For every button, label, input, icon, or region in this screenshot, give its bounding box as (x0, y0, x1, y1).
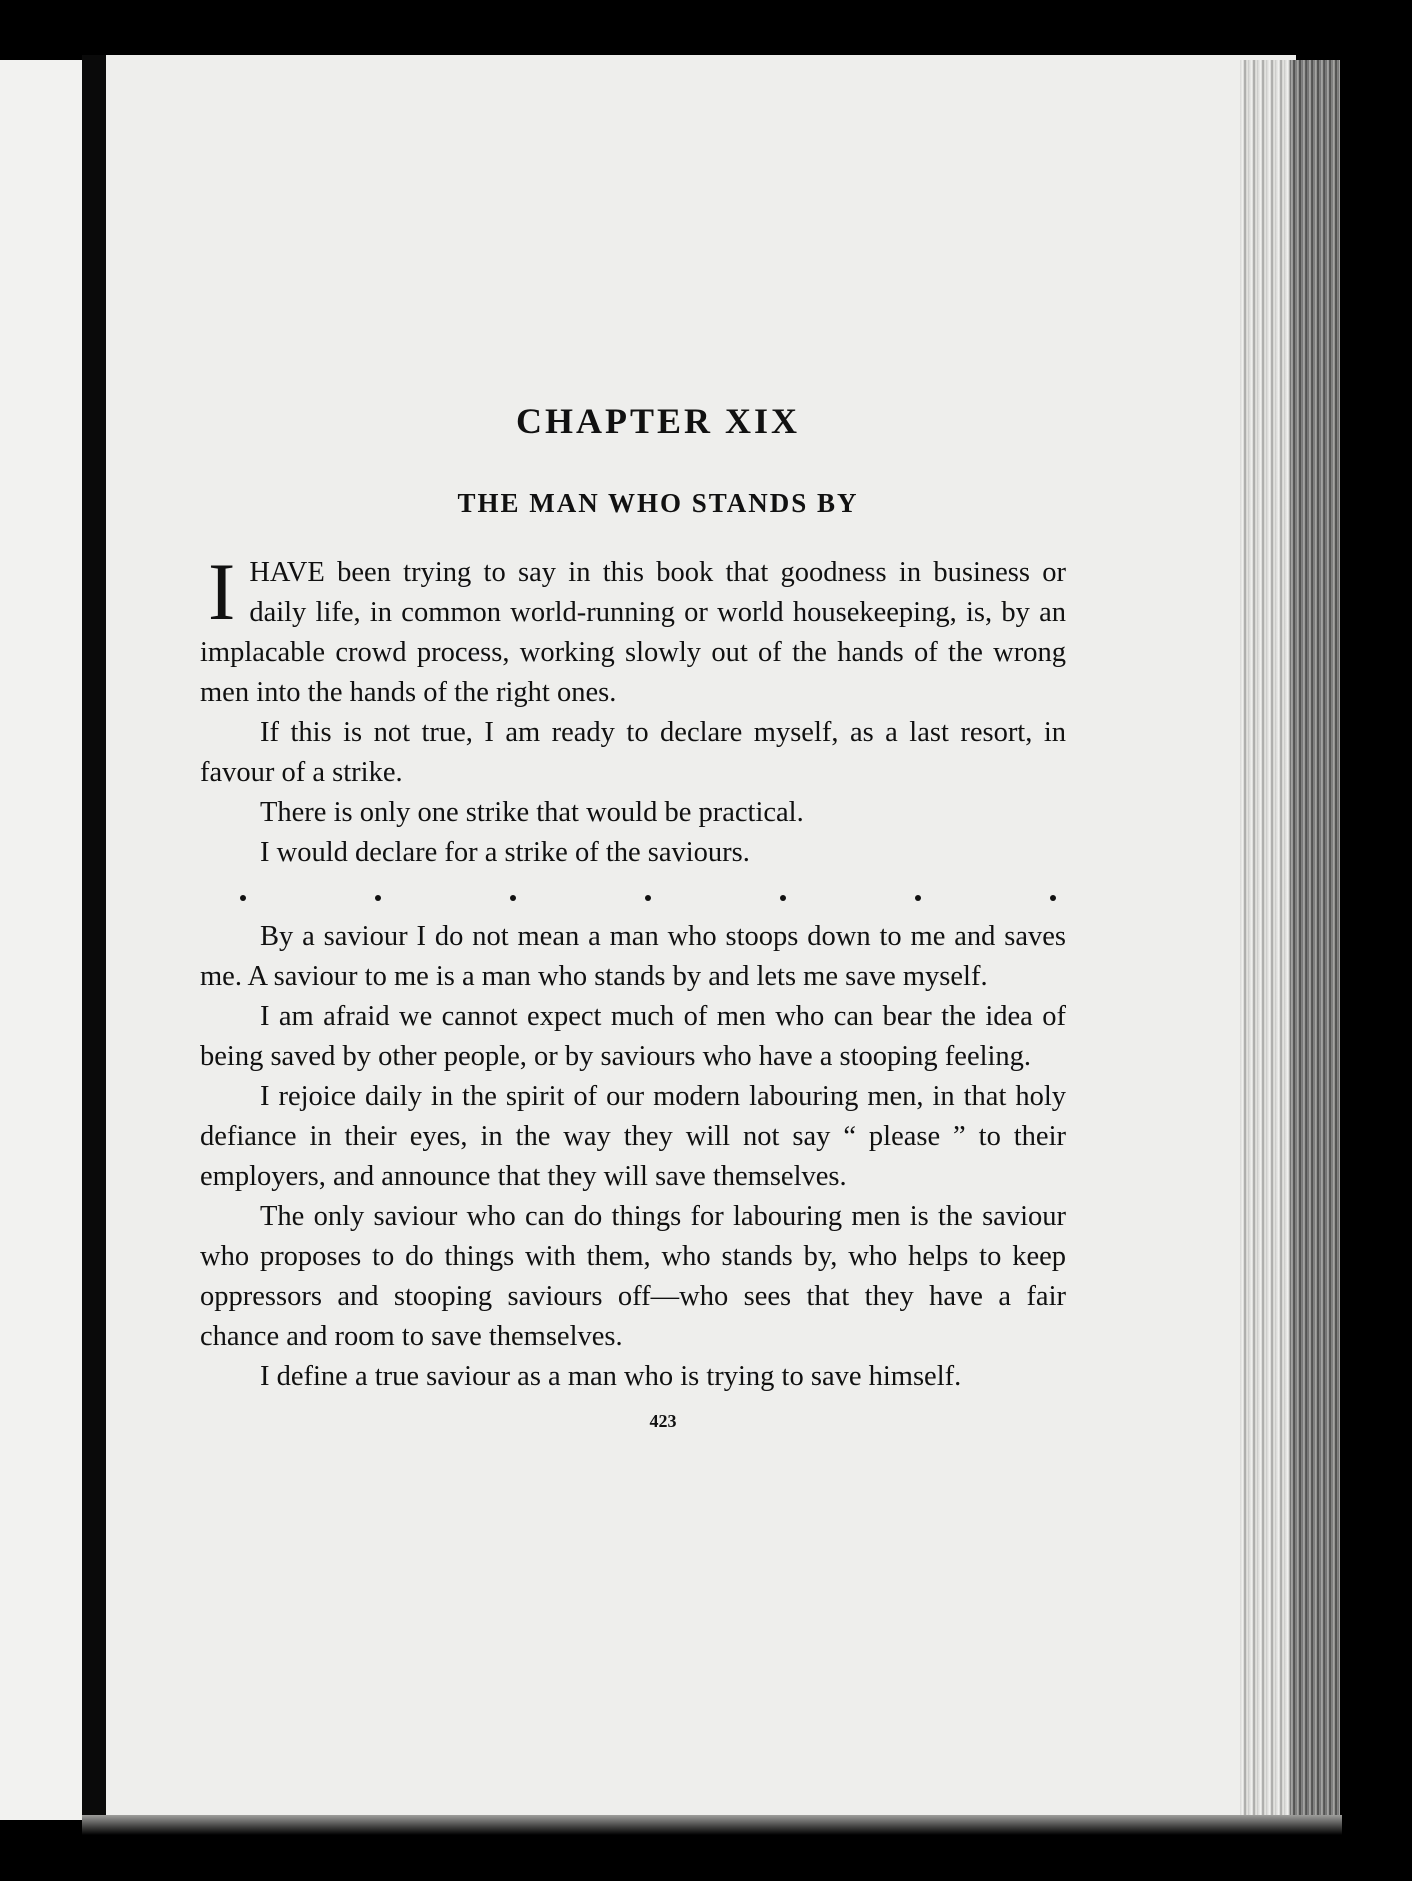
paragraph: I rejoice daily in the spirit of our modern labouring men, in that holy defiance in their eyes, in the way they will not say “ please ” to their employers, and announce that they will save themselves. (200, 1081, 1066, 1192)
page-text-block (200, 400, 1066, 1432)
chapter-number: CHAPTER XIX (515, 401, 800, 441)
section-break-dot (375, 895, 381, 901)
section-break-dots (200, 873, 1066, 917)
page-number: 423 (649, 1411, 677, 1431)
paragraph: By a saviour I do not mean a man who stoops down to me and saves me. A saviour to me is a man who stands by and lets me save myself. (200, 921, 1066, 992)
paragraph: I am afraid we cannot expect much of men who can bear the idea of being saved by other people, or by saviours who have a stooping feeling. (200, 1001, 1066, 1072)
chapter-title: THE MAN WHO STANDS BY (457, 488, 859, 518)
book-spine-shadow (82, 55, 106, 1830)
opening-paragraph (200, 546, 1066, 713)
drop-cap-letter: I (208, 546, 236, 637)
page-stack-shade (1290, 60, 1340, 1830)
section-break-dot (780, 895, 786, 901)
paragraph: I would declare for a strike of the saviours. (260, 837, 750, 868)
section-break-dot (510, 895, 516, 901)
opening-paragraph-text: HAVE been trying to say in this book that goodness in business or daily life, in common world-running or world housekeeping, is, by an implacable crowd process, working slowly out of the hands of the wrong men into the hands of the right ones. (200, 557, 1066, 708)
section-break-dot (645, 895, 651, 901)
paragraph: The only saviour who can do things for labouring men is the saviour who proposes to do things with them, who stands by, who helps to keep oppressors and stooping saviours off—who sees that they have a fair chance and room to save themselves. (200, 1201, 1066, 1352)
chapter-body (200, 546, 1066, 1397)
paragraph: I define a true saviour as a man who is trying to save himself. (260, 1361, 962, 1392)
paragraph: There is only one strike that would be practical. (260, 797, 804, 828)
section-break-dot (1050, 895, 1056, 901)
page-bottom-shadow (82, 1815, 1342, 1835)
paragraph: If this is not true, I am ready to declare myself, as a last resort, in favour of a strike. (200, 717, 1066, 788)
facing-page-edge (0, 60, 82, 1820)
section-break-dot (915, 895, 921, 901)
section-break-dot (240, 895, 246, 901)
